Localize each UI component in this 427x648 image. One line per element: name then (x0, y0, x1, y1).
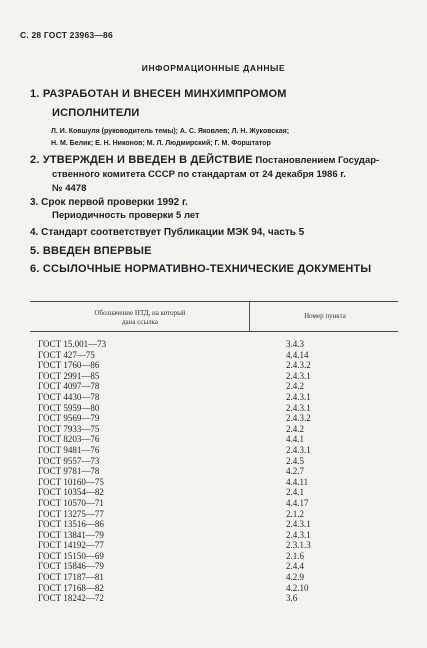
table-row (38, 593, 368, 604)
table-row (38, 350, 368, 361)
table-row (38, 424, 368, 435)
table-cell-clause: 4.4.17 (286, 497, 309, 508)
table-row (38, 392, 368, 403)
table-cell-document: ГОСТ 17168—82 (38, 582, 104, 593)
section-2 (30, 152, 400, 196)
table-cell-document: ГОСТ 427—75 (38, 349, 95, 360)
table-cell-clause: 4.2.10 (286, 582, 309, 593)
table-cell-document: ГОСТ 10160—75 (38, 476, 104, 487)
table-row (38, 434, 368, 445)
table-cell-document: ГОСТ 8203—76 (38, 434, 100, 445)
table-col2-header: Номер пункта (304, 312, 346, 320)
section-2-text-1: Постановлением Государ- (252, 155, 380, 166)
table-cell-document: ГОСТ 10570—71 (38, 497, 104, 508)
table-row (38, 540, 368, 551)
page-header: С. 28 ГОСТ 23963—86 (20, 30, 113, 40)
authors-line-2: Н. М. Белик; Е. Н. Никонов; М. Л. Людмирский; Г. М. Форштатор (51, 140, 271, 147)
table-cell-document: ГОСТ 17187—81 (38, 572, 104, 583)
table-row (38, 403, 368, 414)
section-4: 4. Стандарт соответствует Публикации МЭК 94, часть 5 (30, 227, 305, 238)
table-row (38, 456, 368, 467)
table-cell-clause: 2.3.1.3 (286, 540, 311, 551)
table-row (38, 572, 368, 583)
table-cell-clause: 4.2.7 (286, 466, 304, 477)
table-cell-document: ГОСТ 4430—78 (38, 391, 100, 402)
table-cell-document: ГОСТ 9557—73 (38, 455, 100, 466)
table-cell-document: ГОСТ 1760—86 (38, 360, 100, 371)
table-body (38, 339, 368, 604)
authors-line-1: Л. И. Ковшуля (руководитель темы); А. С. Яковлев; Л. Н. Жуковская; (51, 128, 290, 135)
table-cell-clause: 2.4.5 (286, 455, 304, 466)
section-2-text-2: ственного комитета СССР по стандартам от 24 декабря 1986 г. (52, 169, 346, 180)
table-header-rule (30, 331, 398, 332)
table-cell-document: ГОСТ 13516—86 (38, 519, 104, 530)
table-cell-clause: 2.1.6 (286, 550, 304, 561)
table-cell-clause: 4.4.14 (286, 349, 309, 360)
table-cell-clause: 2.4.3.1 (286, 444, 311, 455)
table-cell-document: ГОСТ 14192—77 (38, 540, 104, 551)
table-cell-clause: 3.6 (286, 593, 298, 604)
section-3 (30, 196, 400, 222)
table-cell-clause: 2.4.3.2 (286, 360, 311, 371)
table-cell-clause: 2.4.2 (286, 423, 304, 434)
table-cell-clause: 4.4.1 (286, 434, 304, 445)
document-title: ИНФОРМАЦИОННЫЕ ДАННЫЕ (141, 63, 286, 73)
section-6: 6. ССЫЛОЧНЫЕ НОРМАТИВНО-ТЕХНИЧЕСКИЕ ДОКУМЕНТЫ (30, 263, 372, 275)
table-row (38, 530, 368, 541)
table-row (38, 487, 368, 498)
table-row (38, 413, 368, 424)
table-cell-clause: 3.4.3 (286, 339, 304, 349)
table-cell-document: ГОСТ 15846—79 (38, 561, 104, 572)
table-cell-document: ГОСТ 4097—78 (38, 381, 100, 392)
table-cell-clause: 2.4.3.1 (286, 370, 311, 381)
table-cell-clause: 2.4.3.1 (286, 529, 311, 540)
section-5: 5. ВВЕДЕН ВПЕРВЫЕ (30, 245, 152, 257)
table-col1-header (40, 309, 240, 327)
table-row (38, 339, 368, 350)
table-row (38, 371, 368, 382)
table-row (38, 466, 368, 477)
table-cell-document: ГОСТ 15150—69 (38, 550, 104, 561)
table-row (38, 360, 368, 371)
table-cell-clause: 2.4.2 (286, 381, 304, 392)
table-cell-document: ГОСТ 13275—77 (38, 508, 104, 519)
table-row (38, 561, 368, 572)
table-row (38, 519, 368, 530)
table-top-rule (30, 301, 398, 302)
table-cell-clause: 2.4.3.1 (286, 402, 311, 413)
table-row (38, 477, 368, 488)
table-cell-clause: 2.4.4 (286, 561, 304, 572)
table-cell-clause: 2.1.2 (286, 508, 304, 519)
table-cell-clause: 2.4.3.1 (286, 519, 311, 530)
table-cell-document: ГОСТ 9781—78 (38, 466, 100, 477)
section-3-text-1: 3. Срок первой проверки 1992 г. (30, 197, 188, 208)
table-cell-clause: 2.4.3.2 (286, 413, 311, 424)
authors-block (51, 126, 401, 150)
table-cell-document: ГОСТ 10354—82 (38, 487, 104, 498)
table-row (38, 583, 368, 594)
table-cell-document: ГОСТ 9481—76 (38, 444, 100, 455)
table-row (38, 509, 368, 520)
section-2-heading: 2. УТВЕРЖДЕН И ВВЕДЕН В ДЕЙСТВИЕ (30, 154, 253, 166)
section-3-text-2: Периодичность проверки 5 лет (52, 210, 200, 221)
table-cell-document: ГОСТ 5959—80 (38, 402, 100, 413)
table-row (38, 445, 368, 456)
table-col1-header-line-1: Обозначение НТД, на который (94, 309, 186, 317)
table-cell-clause: 2.4.1 (286, 487, 304, 498)
table-cell-document: ГОСТ 18242—72 (38, 593, 104, 604)
section-2-text-3: № 4478 (52, 183, 87, 194)
table-cell-document: ГОСТ 7933—75 (38, 423, 100, 434)
table-cell-document: ГОСТ 13841—79 (38, 529, 104, 540)
table-row (38, 551, 368, 562)
table-row (38, 498, 368, 509)
table-cell-clause: 4.2.9 (286, 572, 304, 583)
table-col1-header-line-2: дана ссылка (121, 318, 159, 326)
table-cell-document: ГОСТ 15.001—73 (38, 339, 107, 349)
section-1-heading: 1. РАЗРАБОТАН И ВНЕСЕН МИНХИМПРОМОМ (30, 88, 287, 100)
table-cell-clause: 2.4.3.1 (286, 391, 311, 402)
table-cell-clause: 4.4.11 (286, 476, 309, 487)
table-cell-document: ГОСТ 2991—85 (38, 370, 100, 381)
section-1-subheading: ИСПОЛНИТЕЛИ (52, 107, 140, 119)
table-column-divider (249, 301, 250, 331)
table-cell-document: ГОСТ 9569—79 (38, 413, 100, 424)
table-row (38, 381, 368, 392)
